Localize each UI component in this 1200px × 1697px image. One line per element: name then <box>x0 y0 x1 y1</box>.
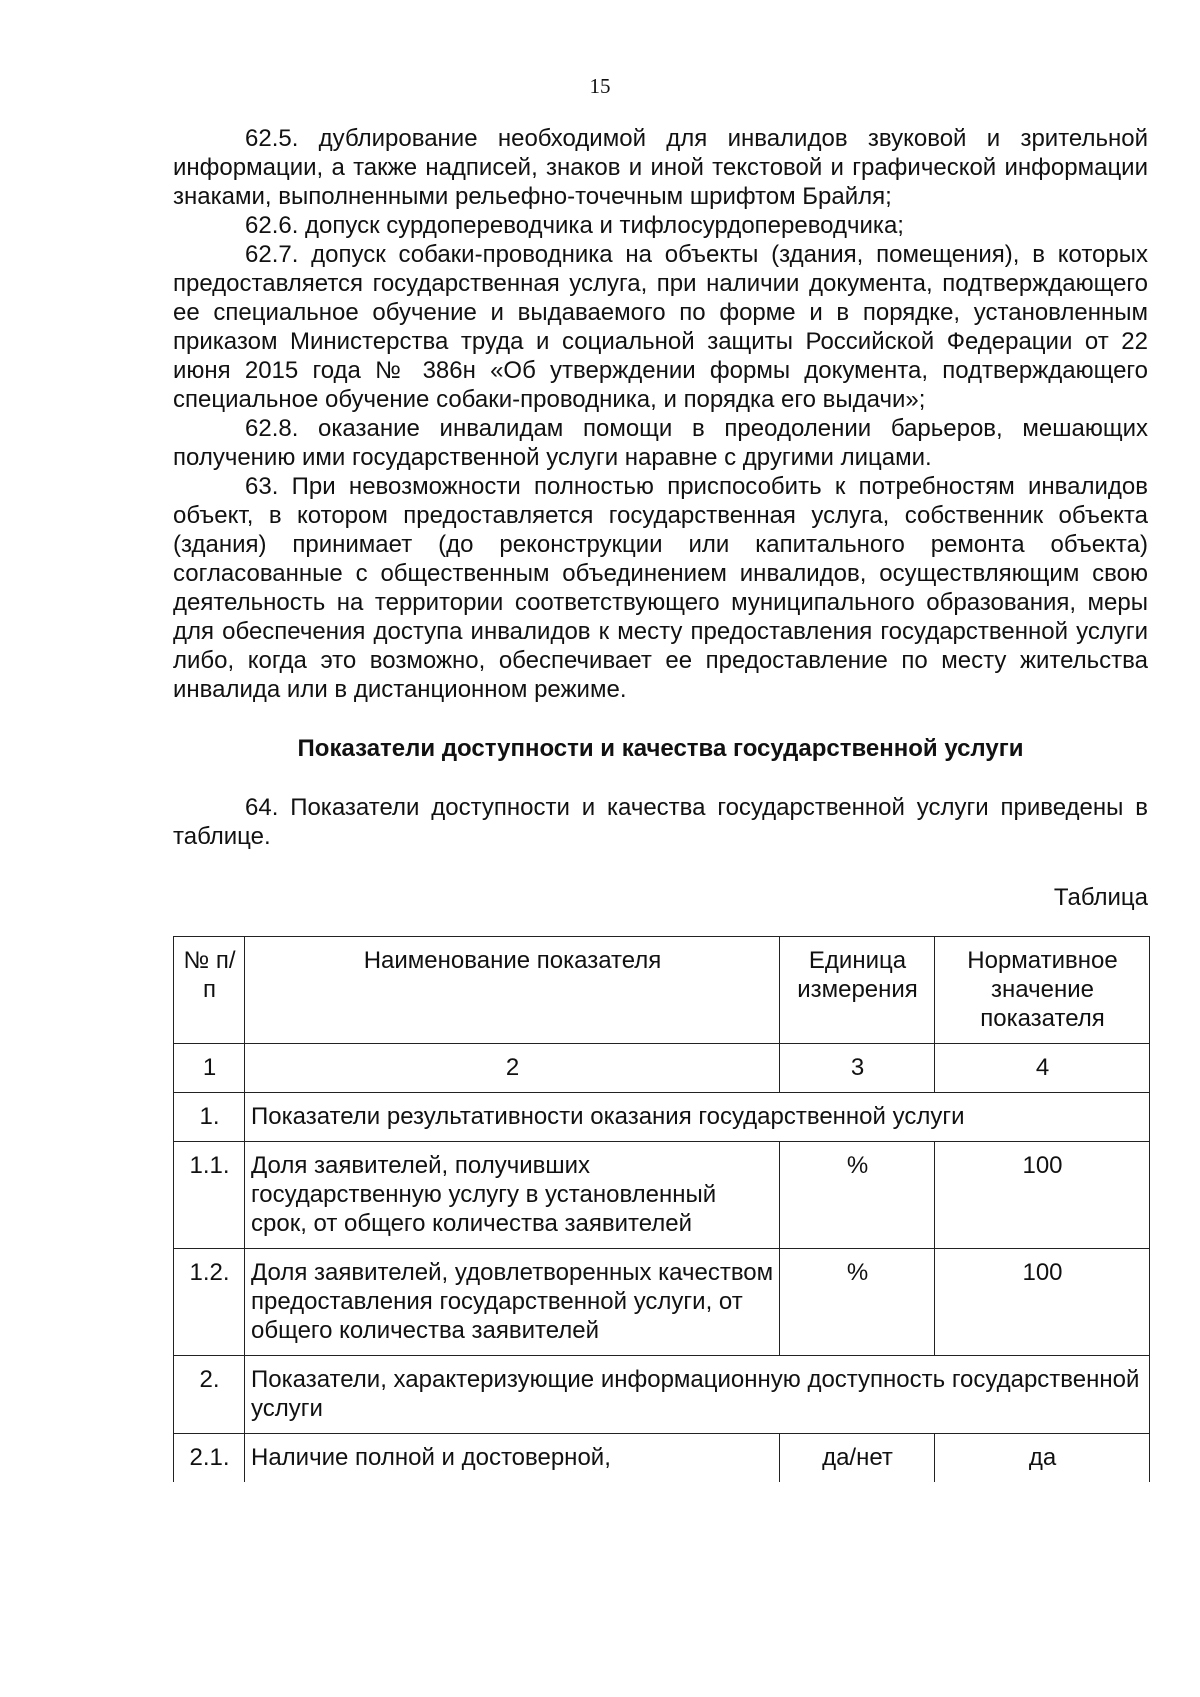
numbering-cell: 3 <box>780 1044 935 1093</box>
row-number: 1. <box>174 1093 245 1142</box>
numbering-cell: 4 <box>935 1044 1150 1093</box>
numbering-cell: 1 <box>174 1044 245 1093</box>
indicators-table <box>173 936 1150 1482</box>
paragraph-64: 64. Показатели доступности и качества государственной услуги приведены в таблице. <box>173 794 1148 850</box>
table-caption: Таблица <box>1053 884 1148 911</box>
section-heading: Показатели доступности и качества государственной услуги <box>297 735 1024 762</box>
table-numbering-row <box>174 1044 1150 1093</box>
indicator-name: Наличие полной и достоверной, <box>245 1434 780 1483</box>
row-number: 1.2. <box>174 1249 245 1356</box>
table-row <box>174 1249 1150 1356</box>
paragraph-62-6: 62.6. допуск сурдопереводчика и тифлосурдопереводчика; <box>245 212 904 239</box>
numbering-cell: 2 <box>245 1044 780 1093</box>
indicator-value: 100 <box>935 1142 1150 1249</box>
paragraph-62-8: 62.8. оказание инвалидам помощи в преодолении барьеров, мешающих получению ими государственной услуги наравне с другими лицами. <box>173 415 1148 471</box>
header-indicator-name: Наименование показателя <box>245 937 780 1044</box>
table-section-row <box>174 1356 1150 1434</box>
table-section-row <box>174 1093 1150 1142</box>
table-header-row <box>174 937 1150 1044</box>
row-number: 1.1. <box>174 1142 245 1249</box>
indicator-name: Доля заявителей, получивших государственную услугу в установленный срок, от общего количества заявителей <box>245 1142 780 1249</box>
paragraph-62-7: 62.7. допуск собаки-проводника на объекты (здания, помещения), в которых предоставляется государственная услуга, при наличии документа, подтверждающего ее специальное обучение и выдаваемого по форме и в порядке, установленным приказом Министерства труда и социальной защиты Российской Федерации от 22 июня 2015 года № 386н «Об утверждении формы документа, подтверждающего специальное обучение собаки-проводника, и порядка его выдачи»; <box>173 241 1148 413</box>
table-row <box>174 1142 1150 1249</box>
section-title: Показатели, характеризующие информационную доступность государственной услуги <box>245 1356 1150 1434</box>
page-number: 15 <box>589 74 611 98</box>
paragraph-62-5: 62.5. дублирование необходимой для инвалидов звуковой и зрительной информации, а также надписей, знаков и иной текстовой и графической информации знаками, выполненными рельефно-точечным шрифтом Брайля; <box>173 125 1148 210</box>
indicator-value: 100 <box>935 1249 1150 1356</box>
row-number: 2.1. <box>174 1434 245 1483</box>
indicator-name: Доля заявителей, удовлетворенных качеством предоставления государственной услуги, от общего количества заявителей <box>245 1249 780 1356</box>
section-title: Показатели результативности оказания государственной услуги <box>245 1093 1150 1142</box>
header-normative-value: Нормативное значение показателя <box>935 937 1150 1044</box>
table-row <box>174 1434 1150 1483</box>
indicator-unit: % <box>780 1142 935 1249</box>
header-unit: Единица измерения <box>780 937 935 1044</box>
indicator-unit: да/нет <box>780 1434 935 1483</box>
indicator-value: да <box>935 1434 1150 1483</box>
indicator-unit: % <box>780 1249 935 1356</box>
document-body <box>173 124 1148 1482</box>
paragraph-63: 63. При невозможности полностью приспособить к потребностям инвалидов объект, в котором предоставляется государственная услуга, собственник объекта (здания) принимает (до реконструкции или капитального ремонта объекта) согласованные с общественным объединением инвалидов, осуществляющим свою деятельность на территории соответствующего муниципального образования, меры для обеспечения доступа инвалидов к месту предоставления государственной услуги либо, когда это возможно, обеспечивает ее предоставление по месту жительства инвалида или в дистанционном режиме. <box>173 473 1148 703</box>
header-number: № п/п <box>174 937 245 1044</box>
row-number: 2. <box>174 1356 245 1434</box>
